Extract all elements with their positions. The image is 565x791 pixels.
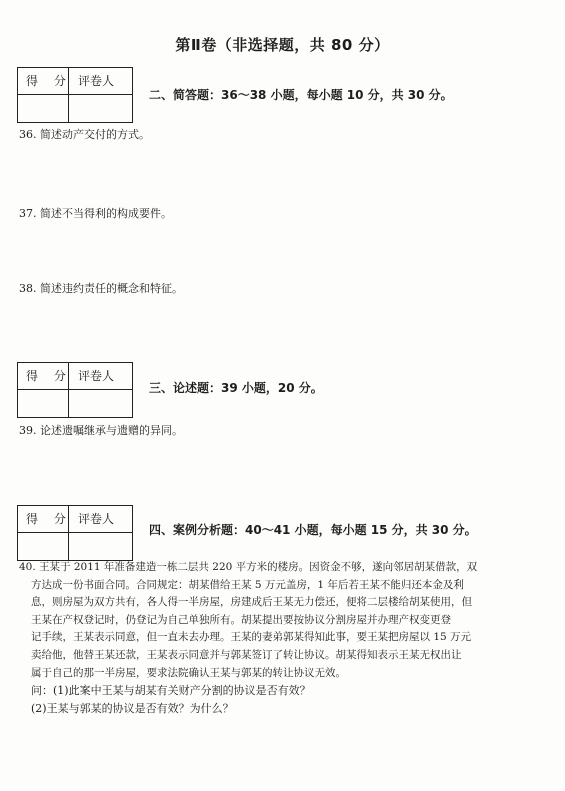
- score-box-divider: [18, 389, 132, 390]
- grader-label: 评卷人: [78, 74, 115, 88]
- section-2-heading: 二、简答题：36～38 小题，每小题 10 分，共 30 分。: [149, 88, 453, 102]
- section-3-heading: 三、论述题：39 小题，20 分。: [149, 381, 323, 395]
- score-box-section-2: [17, 67, 133, 123]
- case-text-line: 卖给他，他替王某还款，王某表示同意并与郭某签订了转让协议。胡某得知表示王某无权出让: [31, 648, 462, 661]
- score-box-section-3: [17, 362, 133, 418]
- question-36: 36. 简述动产交付的方式。: [19, 128, 150, 141]
- case-text-line: 属于自己的那一半房屋，要求法院确认王某与郭某的转让协议无效。: [31, 666, 346, 679]
- score-box-section-4: [17, 505, 133, 561]
- grader-label: 评卷人: [78, 369, 115, 383]
- case-text-line: 方达成一份书面合同。合同规定：胡某借给王某 5 万元盖房，1 年后若王某不能归还本金及利: [31, 578, 464, 591]
- grader-label: 评卷人: [78, 512, 115, 526]
- score-box-divider: [18, 94, 132, 95]
- section-4-heading: 四、案例分析题：40～41 小题，每小题 15 分，共 30 分。: [149, 523, 477, 537]
- score-label: 得 分: [26, 74, 72, 88]
- question-37: 37. 简述不当得利的构成要件。: [19, 207, 172, 220]
- case-question-40: [19, 559, 549, 717]
- case-text-line: 记手续，王某表示同意，但一直未去办理。王某的妻弟郭某得知此事，要王某把房屋以 15 万元: [31, 631, 472, 644]
- sub-question-1: 问：(1)此案中王某与胡某有关财产分割的协议是否有效？: [31, 684, 311, 698]
- score-label: 得 分: [26, 512, 72, 526]
- sub-question-2: (2)王某与郭某的协议是否有效？为什么？: [31, 701, 234, 715]
- case-text-line: 40. 王某于 2011 年准备建造一栋二层共 220 平方米的楼房。因资金不够，遂向邻居胡某借款，双: [19, 561, 478, 573]
- question-39: 39. 论述遗嘱继承与遗赠的异同。: [19, 424, 183, 437]
- page-title: 第Ⅱ卷（非选择题，共 80 分）: [175, 36, 390, 54]
- question-38: 38. 简述违约责任的概念和特征。: [19, 282, 183, 295]
- score-box-divider: [18, 532, 132, 533]
- case-text-line: 王某在产权登记时，仍登记为自己单独所有。胡某提出要按协议分割房屋并办理产权变更登: [31, 613, 451, 626]
- case-text-line: 息，则房屋为双方共有，各人得一半房屋，房建成后王某无力偿还，便将二层楼给胡某使用，但: [31, 596, 472, 609]
- score-label: 得 分: [26, 369, 72, 383]
